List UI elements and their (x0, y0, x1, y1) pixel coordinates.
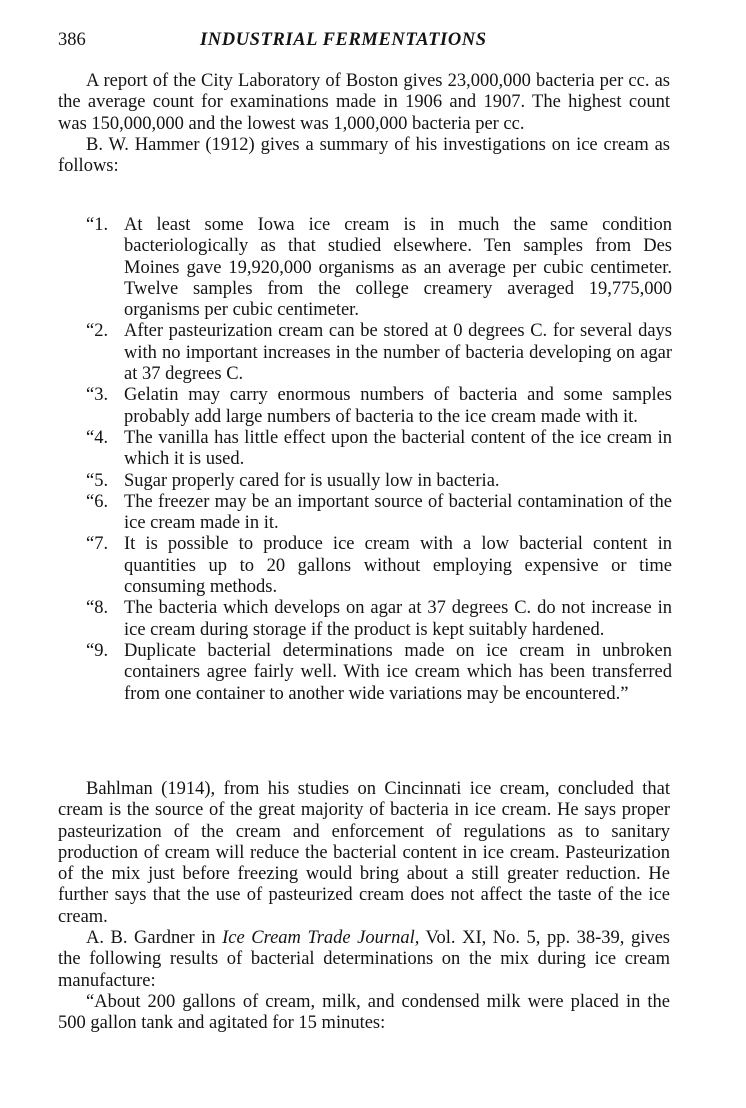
quote-item (86, 641, 672, 705)
boston-report-paragraph: A report of the City Laboratory of Boston gives 23,000,000 bacteria per cc. as the average count for examinations made in 1906 and 1907. The highest count was 150,000,000 and the lowest was 1,000,000 bacteria per cc. (58, 71, 670, 134)
quote-item-text: The bacteria which develops on agar at 37 degrees C. do not increase in ice cream during storage if the product is kept suitably hardened. (124, 598, 672, 640)
quote-item-text: After pasteurization cream can be stored at 0 degrees C. for several days with no important increases in the number of bacteria developing on agar at 37 degrees C. (124, 321, 672, 385)
quote-item (86, 428, 672, 471)
journal-title: Ice Cream Trade Journal, (222, 928, 420, 949)
quote-item (86, 598, 672, 641)
quote-item-number: “8. (86, 598, 109, 619)
quote-item (86, 385, 672, 428)
quote-item-number: “5. (86, 470, 109, 491)
gardner-lead: A. B. Gardner in (86, 928, 223, 949)
quote-item-number: “1. (86, 215, 109, 235)
gardner-rest: Vol. XI, No. 5, pp. 38-39, gives the following results of bacterial determinations on the mix during ice cream manufacture: (58, 928, 670, 991)
quote-item-text: It is possible to produce ice cream with a low bacterial content in quantities up to 20 gallons without employing expensive or time consuming methods. (124, 534, 672, 598)
intro-section (58, 71, 670, 177)
running-title: INDUSTRIAL FERMENTATIONS (200, 30, 487, 50)
quote-item (86, 321, 672, 385)
quote-item (86, 492, 672, 535)
quote-item-text: Gelatin may carry enormous numbers of bacteria and some samples probably add large numbers of bacteria to the ice cream made with it. (124, 385, 672, 427)
closing-section (58, 779, 670, 1035)
quote-item-text: The freezer may be an important source of bacterial contamination of the ice cream made in it. (124, 491, 672, 534)
hammer-quote-list (86, 215, 672, 705)
quote-item-text: Duplicate bacterial determinations made on ice cream in unbroken containers agree fairly well. With ice cream which has been transferred from one container to another wide variations may be encountered.” (124, 640, 672, 704)
quote-item (86, 534, 672, 598)
gardner-paragraph (58, 928, 670, 992)
quote-item-number: “4. (86, 427, 109, 448)
quote-item-number: “9. (86, 640, 109, 661)
quote-item-text: At least some Iowa ice cream is in much the same condition bacteriologically as that studied elsewhere. Ten samples from Des Moines gave 19,920,000 organisms as an average per cubic centimeter. Twelve samples from the college creamery averaged 19,775,000 organisms per cubic centimeter. (124, 215, 672, 321)
hammer-intro-paragraph: B. W. Hammer (1912) gives a summary of his investigations on ice cream as follows: (58, 134, 670, 177)
quote-item-number: “7. (86, 534, 109, 555)
quote-item-text: Sugar properly cared for is usually low in bacteria. (124, 470, 500, 491)
gardner-quote-paragraph: “About 200 gallons of cream, milk, and condensed milk were placed in the 500 gallon tank and agitated for 15 minutes: (58, 991, 670, 1034)
page-number: 386 (58, 30, 86, 50)
quote-item (86, 471, 672, 492)
quote-item-number: “2. (86, 321, 109, 342)
quote-item-text: The vanilla has little effect upon the bacterial content of the ice cream in which it is used. (124, 427, 672, 470)
quote-item-number: “6. (86, 491, 109, 512)
bahlman-paragraph: Bahlman (1914), from his studies on Cincinnati ice cream, concluded that cream is the source of the great majority of bacteria in ice cream. He says proper pasteurization of the cream and enforcement of regulations as to sanitary production of cream will reduce the bacterial content in ice cream. Pasteurization of the mix just before freezing would bring about a still greater reduction. He further says that the use of pasteurized cream does not affect the taste of the ice cream. (58, 779, 670, 927)
quote-item (86, 215, 672, 321)
page-header (58, 30, 698, 54)
quote-item-number: “3. (86, 385, 109, 406)
